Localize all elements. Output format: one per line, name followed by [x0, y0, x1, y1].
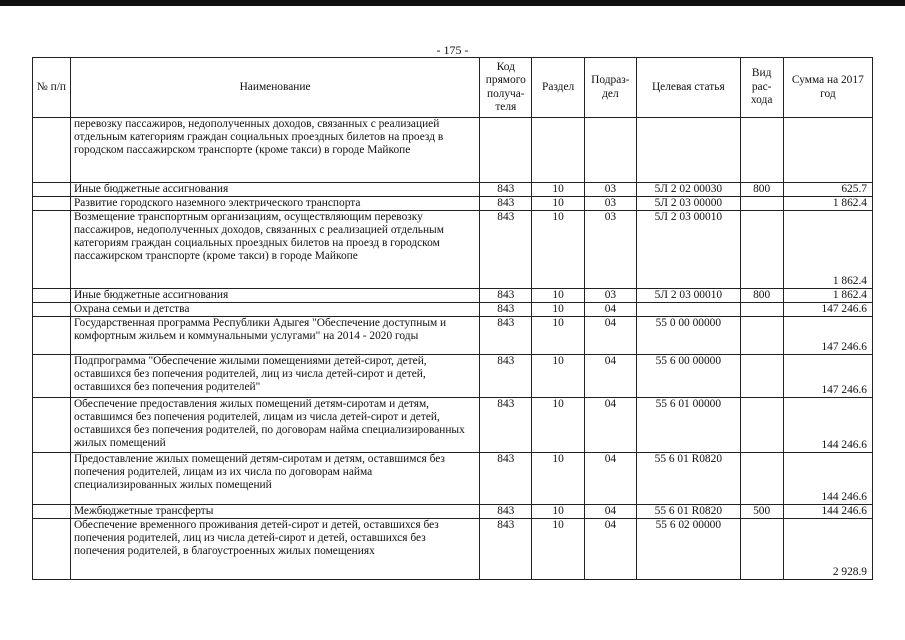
- cell-name: Предоставление жилых помещений детям-сиротам и детям, оставшимся без попечения родителей, лицам из их числа по договорам найма специализированных жилых помещений: [70, 453, 479, 505]
- cell-type: [740, 398, 783, 453]
- cell-type: 800: [740, 289, 783, 303]
- cell-sum: [783, 118, 872, 183]
- cell-sum: 2 928.9: [783, 519, 872, 580]
- header-section: Раздел: [532, 58, 584, 118]
- cell-sum: 144 246.6: [783, 453, 872, 505]
- cell-subsection: 03: [584, 211, 636, 289]
- table-row: [33, 197, 873, 211]
- cell-target: [637, 118, 741, 183]
- cell-type: [740, 118, 783, 183]
- cell-subsection: 03: [584, 197, 636, 211]
- cell-sum: 144 246.6: [783, 398, 872, 453]
- page-top-border: [0, 0, 905, 6]
- cell-sum: 147 246.6: [783, 317, 872, 355]
- cell-subsection: 03: [584, 289, 636, 303]
- cell-sum: 1 862.4: [783, 211, 872, 289]
- cell-section: 10: [532, 398, 584, 453]
- table-row: [33, 118, 873, 183]
- cell-num: [33, 519, 71, 580]
- cell-num: [33, 211, 71, 289]
- cell-name: Возмещение транспортным организациям, осуществляющим перевозку пассажиров, недополученных доходов, связанных с реализацией отдельным категориям граждан социальных проездных билетов на проезд в городском пассажирском транспорте (кроме такси) в городе Майкопе: [70, 211, 479, 289]
- cell-section: 10: [532, 289, 584, 303]
- cell-num: [33, 505, 71, 519]
- header-row: [33, 58, 873, 118]
- cell-section: [532, 118, 584, 183]
- cell-name: Межбюджетные трансферты: [70, 505, 479, 519]
- cell-target: 55 6 02 00000: [637, 519, 741, 580]
- cell-code: 843: [480, 303, 532, 317]
- cell-name: Обеспечение предоставления жилых помещений детям-сиротам и детям, оставшимся без попечения родителей, лицам из числа детей-сирот и детей, оставшихся без попечения родителей, по договорам найма специализированных жилых помещений: [70, 398, 479, 453]
- header-name: Наименование: [70, 58, 479, 118]
- cell-section: 10: [532, 211, 584, 289]
- cell-section: 10: [532, 303, 584, 317]
- header-subsection: Подраз-дел: [584, 58, 636, 118]
- cell-num: [33, 453, 71, 505]
- cell-target: [637, 303, 741, 317]
- table-row: [33, 519, 873, 580]
- cell-type: 800: [740, 183, 783, 197]
- cell-type: [740, 355, 783, 398]
- cell-target: 55 6 01 R0820: [637, 505, 741, 519]
- table-row: [33, 398, 873, 453]
- cell-section: 10: [532, 183, 584, 197]
- cell-type: [740, 211, 783, 289]
- table-row: [33, 505, 873, 519]
- cell-type: [740, 303, 783, 317]
- cell-code: 843: [480, 317, 532, 355]
- cell-num: [33, 317, 71, 355]
- cell-num: [33, 197, 71, 211]
- header-code: Код прямого получа-теля: [480, 58, 532, 118]
- cell-subsection: 04: [584, 355, 636, 398]
- header-num: № п/п: [33, 58, 71, 118]
- cell-type: [740, 317, 783, 355]
- table-row: [33, 289, 873, 303]
- cell-num: [33, 303, 71, 317]
- cell-type: [740, 453, 783, 505]
- cell-code: 843: [480, 183, 532, 197]
- cell-name: Охрана семьи и детства: [70, 303, 479, 317]
- cell-target: 55 0 00 00000: [637, 317, 741, 355]
- cell-type: 500: [740, 505, 783, 519]
- cell-code: 843: [480, 197, 532, 211]
- cell-subsection: 04: [584, 505, 636, 519]
- cell-sum: 625.7: [783, 183, 872, 197]
- cell-code: 843: [480, 453, 532, 505]
- cell-name: Обеспечение временного проживания детей-сирот и детей, оставшихся без попечения родителей, лиц из числа детей-сирот и детей, оставшихся без попечения родителей, в благоустроенных жилых помещениях: [70, 519, 479, 580]
- header-type: Вид рас-хода: [740, 58, 783, 118]
- header-sum: Сумма на 2017 год: [783, 58, 872, 118]
- table-body: [33, 118, 873, 580]
- table-row: [33, 317, 873, 355]
- cell-subsection: 04: [584, 303, 636, 317]
- cell-section: 10: [532, 505, 584, 519]
- cell-sum: 147 246.6: [783, 303, 872, 317]
- cell-code: [480, 118, 532, 183]
- header-target: Целевая статья: [637, 58, 741, 118]
- cell-type: [740, 197, 783, 211]
- page-number: - 175 -: [436, 43, 469, 57]
- cell-target: 55 6 01 R0820: [637, 453, 741, 505]
- cell-subsection: 04: [584, 398, 636, 453]
- table-row: [33, 183, 873, 197]
- cell-code: 843: [480, 211, 532, 289]
- cell-code: 843: [480, 355, 532, 398]
- cell-section: 10: [532, 453, 584, 505]
- table-row: [33, 453, 873, 505]
- cell-name: Развитие городского наземного электрического транспорта: [70, 197, 479, 211]
- cell-subsection: 04: [584, 317, 636, 355]
- cell-name: Государственная программа Республики Адыгея "Обеспечение доступным и комфортным жильем и коммунальными услугами" на 2014 - 2020 годы: [70, 317, 479, 355]
- cell-section: 10: [532, 355, 584, 398]
- cell-name: Иные бюджетные ассигнования: [70, 183, 479, 197]
- cell-code: 843: [480, 505, 532, 519]
- cell-sum: 1 862.4: [783, 289, 872, 303]
- cell-section: 10: [532, 317, 584, 355]
- cell-target: 55 6 00 00000: [637, 355, 741, 398]
- cell-target: 5Л 2 03 00010: [637, 211, 741, 289]
- cell-subsection: 04: [584, 519, 636, 580]
- cell-target: 55 6 01 00000: [637, 398, 741, 453]
- cell-name: Подпрограмма "Обеспечение жилыми помещениями детей-сирот, детей, оставшихся без попечения родителей, лиц из числа детей-сирот и детей, оставшихся без попечения родителей": [70, 355, 479, 398]
- cell-section: 10: [532, 197, 584, 211]
- table-row: [33, 355, 873, 398]
- cell-sum: 1 862.4: [783, 197, 872, 211]
- cell-subsection: [584, 118, 636, 183]
- cell-num: [33, 355, 71, 398]
- cell-sum: 144 246.6: [783, 505, 872, 519]
- cell-name: Иные бюджетные ассигнования: [70, 289, 479, 303]
- cell-sum: 147 246.6: [783, 355, 872, 398]
- budget-table: [32, 57, 873, 580]
- table-row: [33, 211, 873, 289]
- cell-section: 10: [532, 519, 584, 580]
- cell-target: 5Л 2 03 00010: [637, 289, 741, 303]
- cell-target: 5Л 2 03 00000: [637, 197, 741, 211]
- table-row: [33, 303, 873, 317]
- cell-code: 843: [480, 519, 532, 580]
- cell-subsection: 04: [584, 453, 636, 505]
- cell-subsection: 03: [584, 183, 636, 197]
- cell-target: 5Л 2 02 00030: [637, 183, 741, 197]
- cell-num: [33, 289, 71, 303]
- cell-num: [33, 118, 71, 183]
- cell-num: [33, 183, 71, 197]
- cell-name: перевозку пассажиров, недополученных доходов, связанных с реализацией отдельным категориям граждан социальных проездных билетов на проезд в городском пассажирском транспорте (кроме такси) в городе Майкопе: [70, 118, 479, 183]
- cell-num: [33, 398, 71, 453]
- cell-code: 843: [480, 289, 532, 303]
- cell-type: [740, 519, 783, 580]
- cell-code: 843: [480, 398, 532, 453]
